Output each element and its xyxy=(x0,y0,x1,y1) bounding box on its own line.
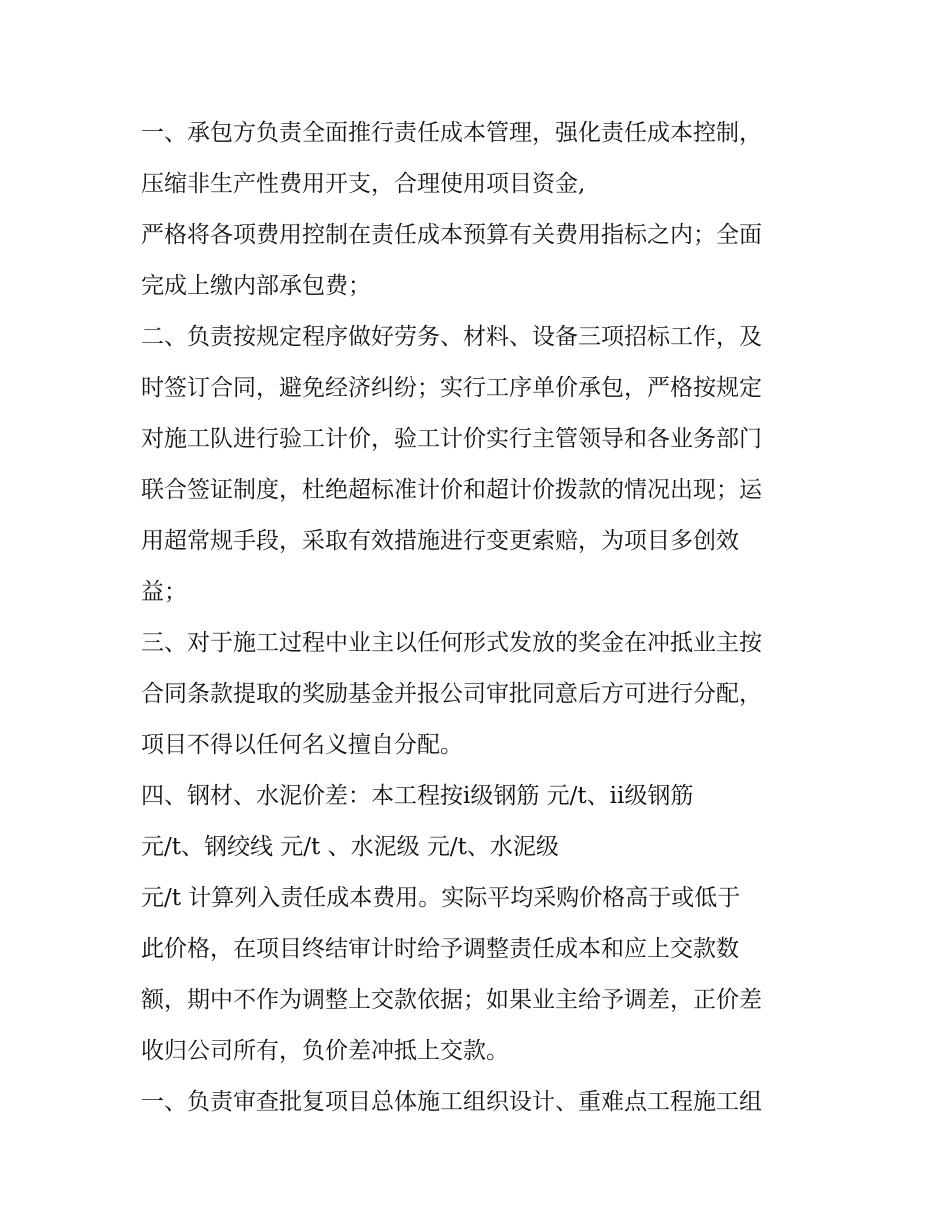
text-line: 收归公司所有，负价差冲抵上交款。 xyxy=(141,1038,509,1064)
text-line: 压缩非生产性费用开支，合理使用项目资金, xyxy=(141,171,586,197)
text-line: 合同条款提取的奖励基金并报公司审批同意后方可进行分配， xyxy=(141,681,762,707)
text-line: 项目不得以任何名义擅自分配。 xyxy=(141,732,463,758)
text-line: 额，期中不作为调整上交款依据；如果业主给予调差，正价差 xyxy=(141,987,762,1013)
text-line: 严格将各项费用控制在责任成本预算有关费用指标之内；全面 xyxy=(141,222,762,248)
text-line: 元/t 计算列入责任成本费用。实际平均采购价格高于或低于 xyxy=(141,885,741,911)
text-line: 用超常规手段，采取有效措施进行变更索赔，为项目多创效 xyxy=(141,528,739,554)
text-line: 此价格，在项目终结审计时给予调整责任成本和应上交款数 xyxy=(141,936,739,962)
text-line: 一、承包方负责全面推行责任成本管理，强化责任成本控制， xyxy=(141,120,762,146)
text-line: 联合签证制度，杜绝超标准计价和超计价拨款的情况出现；运 xyxy=(141,477,762,503)
text-line: 益； xyxy=(141,579,187,605)
text-line: 二、负责按规定程序做好劳务、材料、设备三项招标工作，及 xyxy=(141,324,762,350)
document-body xyxy=(141,108,821,1128)
text-line: 四、钢材、水泥价差：本工程按ⅰ级钢筋 元/t、ⅱ级钢筋 xyxy=(141,783,694,809)
text-line: 完成上缴内部承包费； xyxy=(141,273,371,299)
text-line: 元/t、钢绞线 元/t 、水泥级 元/t、水泥级 xyxy=(141,834,559,860)
text-line: 时签订合同，避免经济纠纷；实行工序单价承包，严格按规定 xyxy=(141,375,762,401)
text-line: 对施工队进行验工计价，验工计价实行主管领导和各业务部门 xyxy=(141,426,762,452)
text-line: 一、负责审查批复项目总体施工组织设计、重难点工程施工组 xyxy=(141,1089,762,1115)
text-line: 三、对于施工过程中业主以任何形式发放的奖金在冲抵业主按 xyxy=(141,630,762,656)
